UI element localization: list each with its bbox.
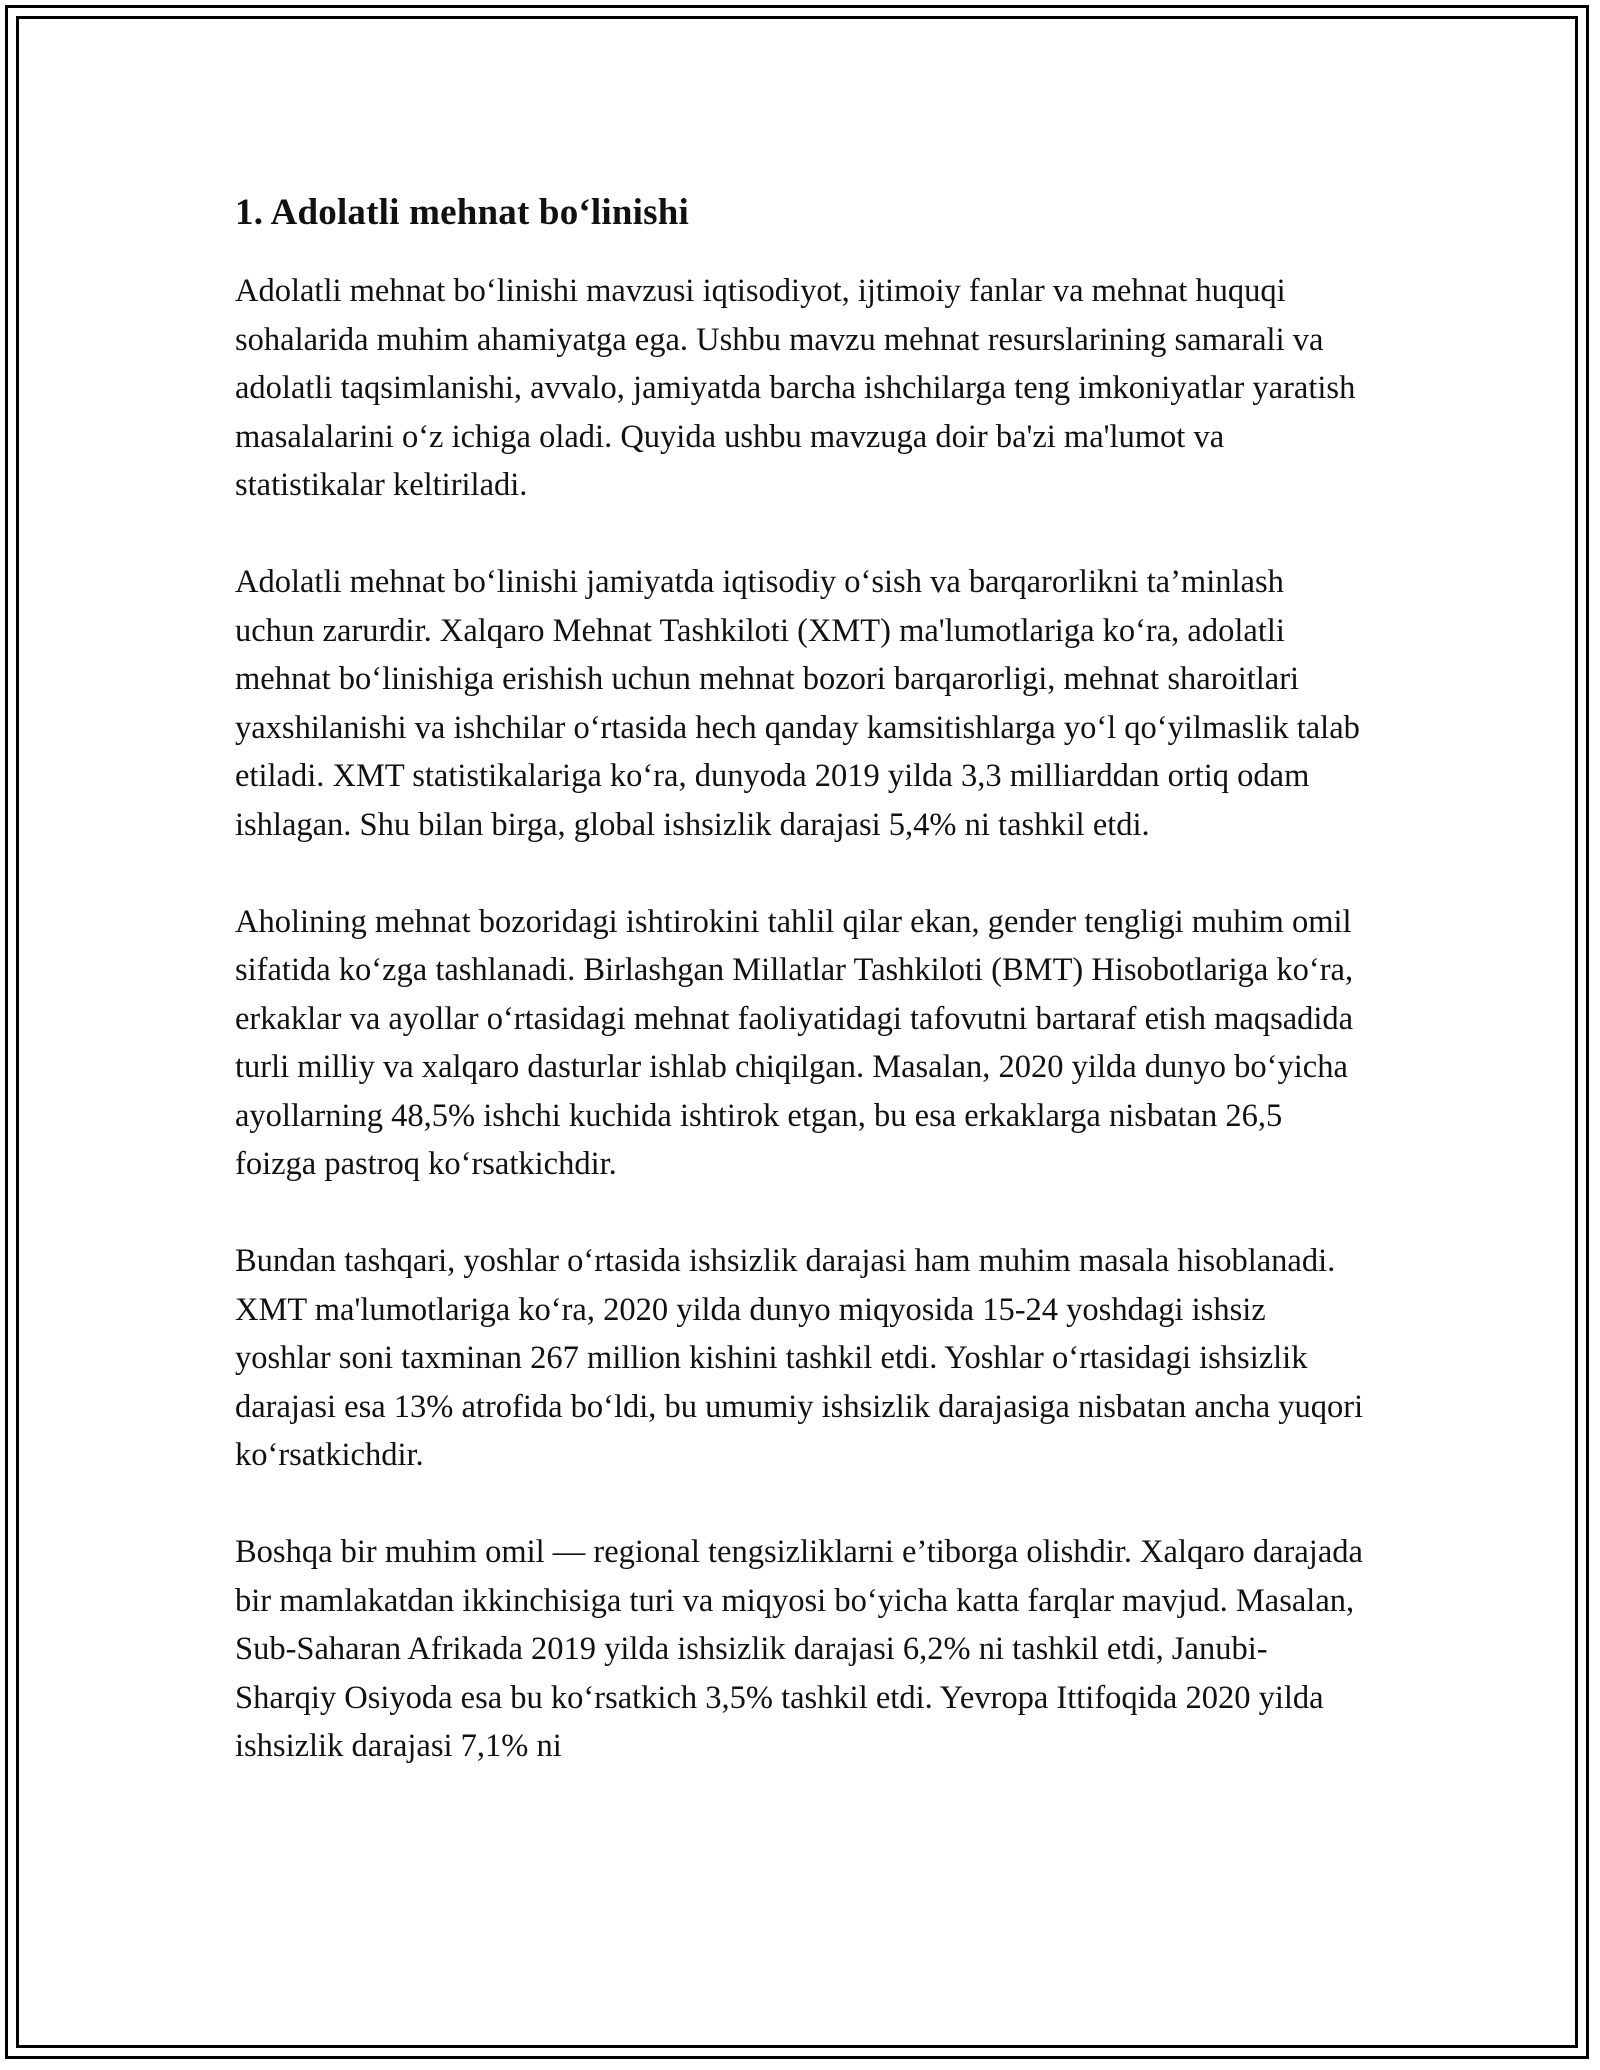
paragraph-regional: Boshqa bir muhim omil — regional tengsizliklarni e’tiborga olishdir. Xalqaro darajada bir mamlakatdan ikkinchisiga turi va miqyosi bo‘yicha katta farqlar mavjud. Masalan, Sub-Saharan Afrikada 2019 yilda ishsizlik darajasi 6,2% ni tashkil etdi, Janubi-Sharqiy Osiyoda esa bu ko‘rsatkich 3,5% tashkil etdi. Yevropa Ittifoqida 2020 yilda ishsizlik darajasi 7,1% ni — [235, 1534, 1363, 1764]
section-heading: 1. Adolatli mehnat bo‘linishi — [235, 192, 690, 233]
paragraph-xmt: Adolatli mehnat bo‘linishi jamiyatda iqtisodiy o‘sish va barqarorlikni ta’minlash uchun zarurdir. Xalqaro Mehnat Tashkiloti (XMT) ma'lumotlariga ko‘ra, adolatli mehnat bo‘linishiga erishish uchun mehnat bozori barqarorligi, mehnat sharoitlari yaxshilanishi va ishchilar o‘rtasida hech qanday kamsitishlarga yo‘l qo‘yilmaslik talab etiladi. XMT statistikalariga ko‘ra, dunyoda 2019 yilda 3,3 milliarddan ortiq odam ishlagan. Shu bilan birga, global ishsizlik darajasi 5,4% ni tashkil etdi. — [235, 564, 1360, 843]
paragraph-intro: Adolatli mehnat bo‘linishi mavzusi iqtisodiyot, ijtimoiy fanlar va mehnat huquqi sohalarida muhim ahamiyatga ega. Ushbu mavzu mehnat resurslarining samarali va adolatli taqsimlanishi, avvalo, jamiyatda barcha ishchilarga teng imkoniyatlar yaratish masalalarini o‘z ichiga oladi. Quyida ushbu mavzuga doir ba'zi ma'lumot va statistikalar keltiriladi. — [235, 273, 1356, 503]
document-body — [235, 185, 1365, 1819]
paragraph-gender: Aholining mehnat bozoridagi ishtirokini tahlil qilar ekan, gender tengligi muhim omil sifatida ko‘zga tashlanadi. Birlashgan Millatlar Tashkiloti (BMT) Hisobotlariga ko‘ra, erkaklar va ayollar o‘rtasidagi mehnat faoliyatidagi tafovutni bartaraf etish maqsadida turli milliy va xalqaro dasturlar ishlab chiqilgan. Masalan, 2020 yilda dunyo bo‘yicha ayollarning 48,5% ishchi kuchida ishtirok etgan, bu esa erkaklarga nisbatan 26,5 foizga pastroq ko‘rsatkichdir. — [235, 903, 1354, 1182]
paragraph-youth: Bundan tashqari, yoshlar o‘rtasida ishsizlik darajasi ham muhim masala hisoblanadi. XMT ma'lumotlariga ko‘ra, 2020 yilda dunyo miqyosida 15-24 yoshdagi ishsiz yoshlar soni taxminan 267 million kishini tashkil etdi. Yoshlar o‘rtasidagi ishsizlik darajasi esa 13% atrofida bo‘ldi, bu umumiy ishsizlik darajasiga nisbatan ancha yuqori ko‘rsatkichdir. — [235, 1243, 1364, 1473]
